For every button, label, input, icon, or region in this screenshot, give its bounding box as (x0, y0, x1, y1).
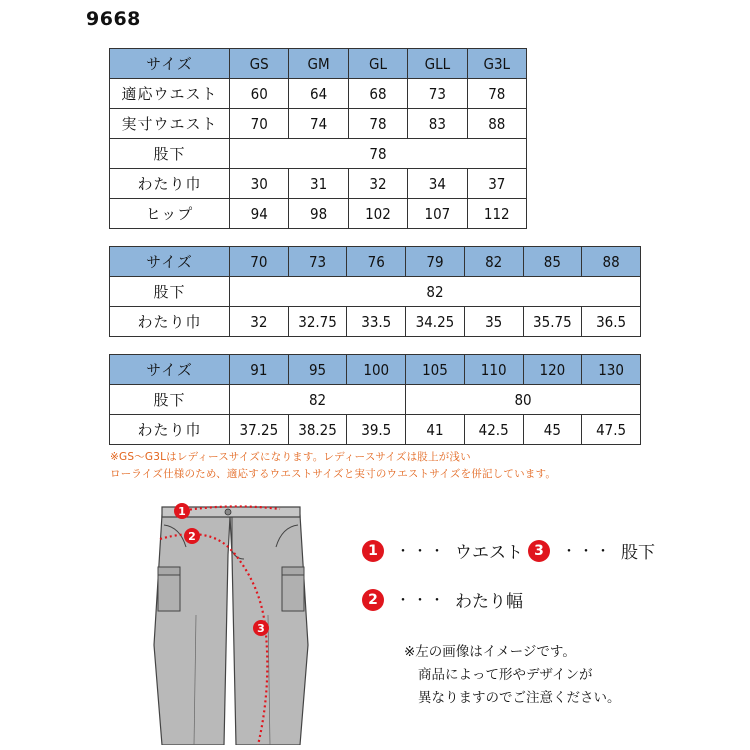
legend-inseam (528, 538, 655, 563)
table-cell: 98 (289, 199, 348, 229)
legend-waist-number: 1 (362, 540, 384, 562)
table-row (110, 415, 641, 445)
table-cell: 68 (348, 79, 407, 109)
table-cell: 82 (230, 277, 641, 307)
table-cell: 78 (230, 139, 527, 169)
size-70: 70 (230, 247, 289, 277)
marker-inseam-number: 3 (257, 622, 265, 635)
row-label: わたり巾 (110, 415, 230, 445)
legend-dots: ・・・ (562, 543, 613, 560)
table-cell: 45 (523, 415, 582, 445)
size-88: 88 (582, 247, 641, 277)
size-gll: GLL (408, 49, 467, 79)
product-code: 9668 (86, 8, 141, 30)
legend-inseam-number: 3 (528, 540, 550, 562)
table-row (110, 385, 641, 415)
pants-diagram (140, 495, 330, 745)
size-gs: GS (230, 49, 289, 79)
legend-dots: ・・・ (396, 592, 447, 609)
table-cell: 36.5 (582, 307, 641, 337)
table-cell: 83 (408, 109, 467, 139)
table-cell: 73 (408, 79, 467, 109)
size-label: サイズ (110, 247, 230, 277)
table-row (110, 277, 641, 307)
size-table-large (109, 354, 641, 445)
size-82: 82 (464, 247, 523, 277)
row-label: 股下 (110, 139, 230, 169)
table-cell: 102 (348, 199, 407, 229)
size-note-line-1: ※GS～G3Lはレディースサイズになります。レディースサイズは股上が浅い (110, 451, 471, 463)
row-label: 実寸ウエスト (110, 109, 230, 139)
size-95: 95 (288, 355, 347, 385)
legend-thigh-number: 2 (362, 589, 384, 611)
row-label: わたり巾 (110, 169, 230, 199)
size-gl: GL (348, 49, 407, 79)
image-note-line-1: ※左の画像はイメージです。 (404, 644, 576, 660)
row-label: ヒップ (110, 199, 230, 229)
legend-waist-label: ウエスト (455, 543, 523, 563)
table-cell: 88 (467, 109, 526, 139)
table-cell: 34 (408, 169, 467, 199)
image-note-line-3: 異なりますのでご注意ください。 (418, 690, 621, 706)
legend-thigh (362, 587, 523, 612)
table-row (110, 109, 527, 139)
table-cell: 32.75 (288, 307, 347, 337)
table-header-row (110, 355, 641, 385)
table-cell: 60 (230, 79, 289, 109)
size-130: 130 (582, 355, 641, 385)
table-cell: 32 (230, 307, 289, 337)
legend-waist (362, 538, 523, 563)
image-note-line-2: 商品によって形やデザインが (418, 667, 593, 683)
table-cell: 42.5 (464, 415, 523, 445)
table-cell: 107 (408, 199, 467, 229)
table-cell: 34.25 (406, 307, 465, 337)
pants-left-leg (154, 515, 230, 745)
marker-inseam (253, 620, 269, 636)
size-label: サイズ (110, 355, 230, 385)
marker-thigh (184, 528, 200, 544)
table-row (110, 199, 527, 229)
size-85: 85 (523, 247, 582, 277)
table-header-row (110, 247, 641, 277)
row-label: わたり巾 (110, 307, 230, 337)
table-cell: 78 (348, 109, 407, 139)
row-label: 股下 (110, 277, 230, 307)
pants-button (225, 509, 231, 515)
size-79: 79 (406, 247, 465, 277)
row-label: 適応ウエスト (110, 79, 230, 109)
row-label: 股下 (110, 385, 230, 415)
table-cell: 41 (406, 415, 465, 445)
table-row (110, 307, 641, 337)
table-cell: 38.25 (288, 415, 347, 445)
table-cell: 47.5 (582, 415, 641, 445)
table-cell: 33.5 (347, 307, 406, 337)
marker-thigh-number: 2 (188, 530, 196, 543)
size-105: 105 (406, 355, 465, 385)
table-row (110, 169, 527, 199)
table-cell: 31 (289, 169, 348, 199)
table-cell: 74 (289, 109, 348, 139)
size-100: 100 (347, 355, 406, 385)
table-cell: 80 (406, 385, 641, 415)
legend-dots: ・・・ (396, 543, 447, 560)
size-label: サイズ (110, 49, 230, 79)
table-cell: 39.5 (347, 415, 406, 445)
table-row (110, 139, 527, 169)
marker-waist (174, 503, 190, 519)
table-header-row (110, 49, 527, 79)
size-73: 73 (288, 247, 347, 277)
table-cell: 112 (467, 199, 526, 229)
table-cell: 37.25 (230, 415, 289, 445)
size-g3l: G3L (467, 49, 526, 79)
table-row (110, 79, 527, 109)
size-91: 91 (230, 355, 289, 385)
table-cell: 37 (467, 169, 526, 199)
table-cell: 78 (467, 79, 526, 109)
size-gm: GM (289, 49, 348, 79)
pants-right-leg (230, 515, 308, 745)
table-cell: 30 (230, 169, 289, 199)
table-cell: 82 (230, 385, 406, 415)
table-cell: 94 (230, 199, 289, 229)
legend-inseam-label: 股下 (621, 543, 655, 563)
size-table-ladies (109, 48, 527, 229)
size-120: 120 (523, 355, 582, 385)
table-cell: 35 (464, 307, 523, 337)
size-110: 110 (464, 355, 523, 385)
legend-thigh-label: わたり幅 (455, 592, 523, 612)
table-cell: 35.75 (523, 307, 582, 337)
table-cell: 64 (289, 79, 348, 109)
size-76: 76 (347, 247, 406, 277)
size-note-line-2: ローライズ仕様のため、適応するウエストサイズと実寸のウエストサイズを併記しています。 (110, 468, 557, 480)
size-table-standard (109, 246, 641, 337)
table-cell: 70 (230, 109, 289, 139)
marker-waist-number: 1 (178, 505, 186, 518)
table-cell: 32 (348, 169, 407, 199)
